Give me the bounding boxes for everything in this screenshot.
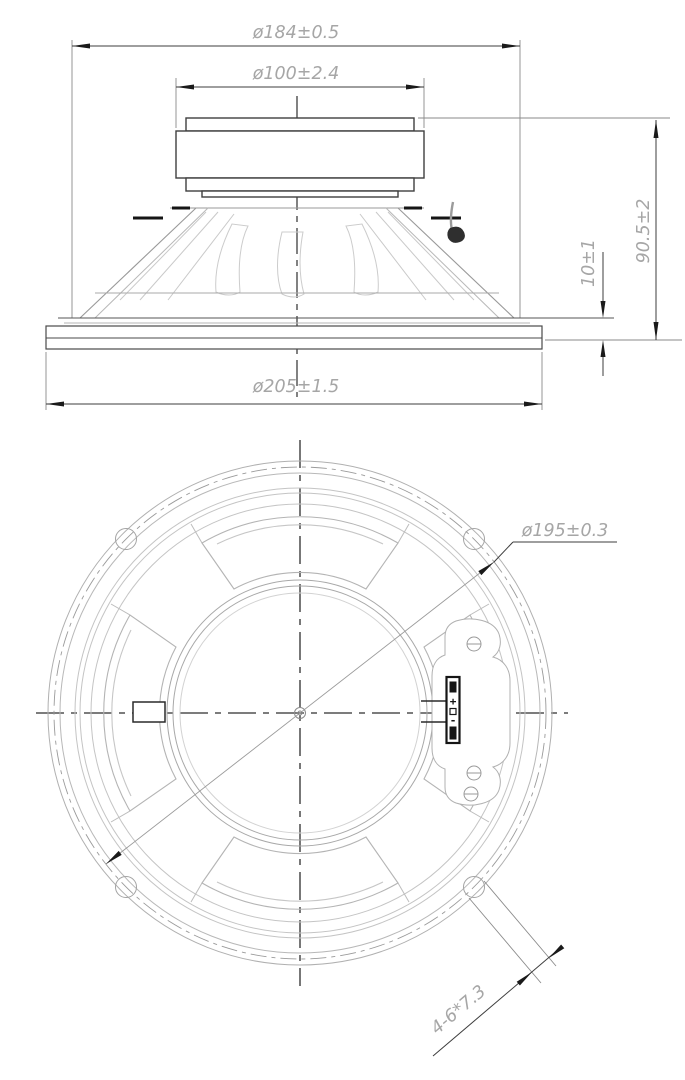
dim-bolt-circle xyxy=(494,521,617,562)
dim-label-gasket-od: ø205±1.5 xyxy=(252,377,340,397)
arrow-left xyxy=(72,44,90,49)
arrow-right xyxy=(524,402,542,407)
gasket xyxy=(46,323,542,349)
dim-gasket-od xyxy=(46,352,542,410)
dim-label-bolt-circle: ø195±0.3 xyxy=(521,521,609,541)
side-view xyxy=(46,23,682,410)
terminal-lug xyxy=(447,202,465,243)
dim-label-mounting-slots: 4-6*7.3 xyxy=(427,981,491,1039)
terminal-plus-label: + xyxy=(449,695,457,708)
arrow-bottom xyxy=(654,322,659,340)
frame-notch xyxy=(133,702,165,722)
magnet-assembly xyxy=(176,118,424,197)
arrow-up xyxy=(601,340,606,357)
yoke-step xyxy=(202,191,398,197)
arrow-lower xyxy=(517,972,532,986)
arrow-top xyxy=(654,120,659,138)
arrow-left xyxy=(176,85,194,90)
arrow-right xyxy=(502,44,520,49)
dim-label-frame-od: ø184±0.5 xyxy=(252,23,340,43)
terminal-assembly xyxy=(421,619,510,805)
dim-label-magnet-od: ø100±2.4 xyxy=(252,64,340,84)
bottom-plate xyxy=(186,178,414,191)
top-plate xyxy=(186,118,414,131)
dim-flange-height xyxy=(579,239,606,376)
arrow-left xyxy=(46,402,64,407)
basket-frame xyxy=(58,208,614,318)
dim-label-flange-height: 10±1 xyxy=(579,238,599,288)
arrow-down xyxy=(601,301,606,318)
arrow-right xyxy=(406,85,424,90)
arrow-upper xyxy=(549,945,564,959)
rear-view xyxy=(36,440,617,1056)
terminal-minus-label: - xyxy=(449,714,457,727)
magnet xyxy=(176,131,424,178)
dim-label-total-height: 90.5±2 xyxy=(634,198,654,264)
dim-mounting-slots xyxy=(427,881,564,1056)
